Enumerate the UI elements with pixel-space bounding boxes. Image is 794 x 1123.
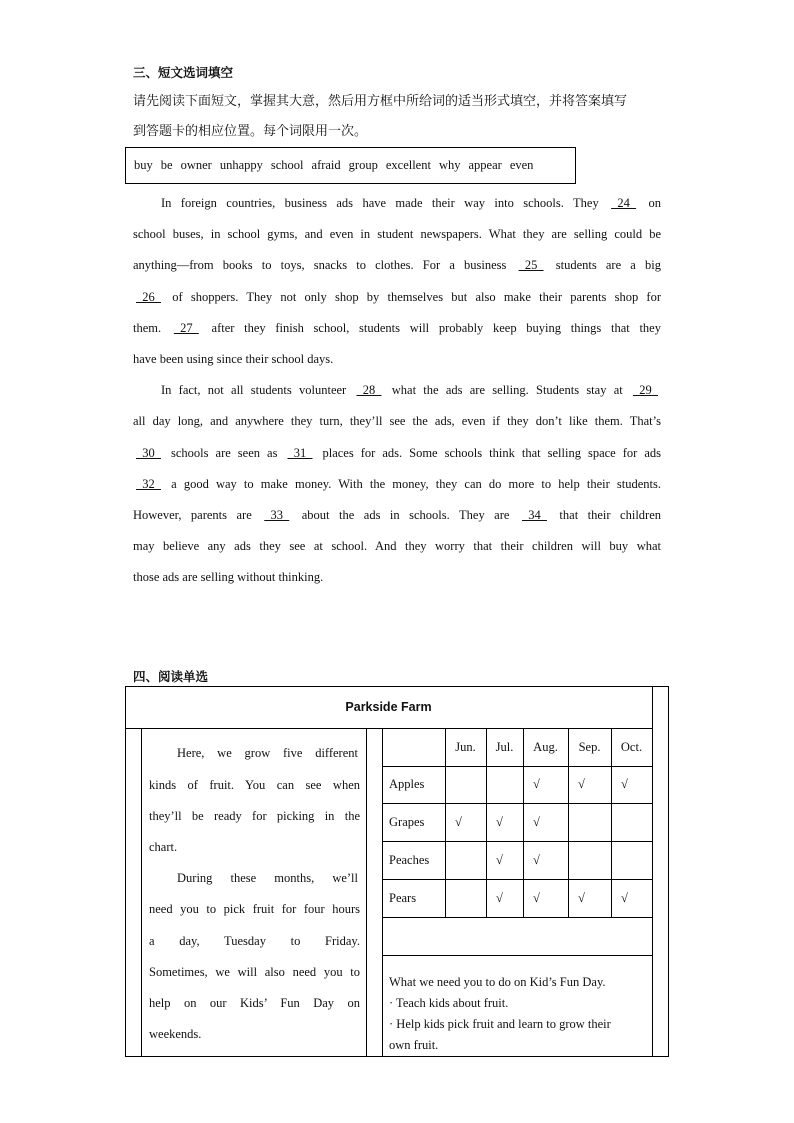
answer-blank[interactable]: 24 (611, 196, 637, 210)
passage-text: that their children (549, 508, 662, 522)
month-header: Sep. (578, 739, 601, 754)
check-mark: √ (533, 890, 540, 905)
passage-line (133, 320, 661, 336)
table-rule (125, 1056, 669, 1057)
check-mark: √ (533, 777, 540, 791)
passage-text: may believe any ads they see at school. And they worry that their children will buy what (133, 539, 661, 553)
check-mark (455, 766, 486, 803)
check-mark: √ (533, 814, 540, 829)
check-mark (578, 841, 611, 879)
check-mark: √ (496, 814, 503, 829)
month-header: Jul. (495, 739, 514, 754)
table-rule (366, 728, 367, 1057)
passage-line (161, 195, 661, 211)
fruit-name: Apples (389, 777, 425, 791)
passage-text: places for ads. Some schools think that selling space for ads (315, 446, 661, 460)
word-bank-word: why (438, 158, 461, 172)
farm-table (125, 686, 669, 1057)
kids-fun-day-heading: What we need you to do on Kid’s Fun Day. (389, 975, 606, 989)
farm-intro-line: Here, we grow five different (177, 746, 358, 760)
check-mark: √ (496, 852, 503, 867)
check-mark: √ (578, 777, 585, 791)
check-mark (621, 841, 652, 879)
answer-blank[interactable]: 27 (173, 321, 199, 335)
check-mark (621, 803, 652, 841)
word-bank-word: be (160, 158, 173, 172)
word-bank-word: even (509, 158, 534, 172)
kids-fun-day-item: · Teach kids about fruit. (389, 996, 509, 1010)
check-mark (455, 841, 486, 879)
answer-blank[interactable]: 31 (287, 446, 313, 460)
passage-text: all day long, and anywhere they turn, they’ll see the ads, even if they don’t like them. That’s (133, 414, 661, 428)
passage-text: have been using since their school days. (133, 352, 334, 366)
instruction-line-1: 请先阅读下面短文，掌握其大意，然后用方框中所给词的适当形式填空，并将答案填写 (133, 94, 628, 109)
passage-text: of shoppers. They not only shop by themselves but also make their parents shop for (164, 290, 661, 304)
answer-blank[interactable]: 25 (518, 258, 544, 272)
farm-intro-line: need you to pick fruit for four hours (149, 902, 360, 916)
check-mark (496, 766, 523, 803)
section-4-title: 四、阅读单选 (133, 669, 209, 684)
passage-line (133, 538, 661, 554)
answer-blank[interactable]: 29 (633, 383, 658, 397)
section-3-title: 三、短文选词填空 (133, 65, 234, 80)
passage-line (133, 445, 661, 461)
passage-line (133, 476, 661, 492)
table-rule (125, 686, 669, 687)
kids-fun-day-item: own fruit. (389, 1038, 439, 1052)
table-rule (125, 686, 126, 1057)
check-mark: √ (621, 890, 628, 905)
passage-text: those ads are selling without thinking. (133, 570, 324, 584)
answer-blank[interactable]: 28 (356, 383, 382, 397)
month-header: Jun. (455, 739, 476, 754)
word-bank-word: appear (468, 158, 502, 172)
check-mark: √ (621, 777, 628, 791)
passage-text: them. (133, 321, 171, 335)
check-mark: √ (455, 814, 462, 829)
passage-line (133, 226, 661, 242)
word-bank-word: school (270, 158, 304, 172)
answer-blank[interactable]: 26 (136, 290, 161, 304)
word-bank-word: excellent (385, 158, 431, 172)
word-bank-word: group (348, 158, 378, 172)
passage-text: anything—from books to toys, snacks to clothes. For a business (133, 258, 516, 272)
check-mark: √ (578, 890, 585, 905)
farm-intro-line: a day, Tuesday to Friday. (149, 934, 360, 948)
table-rule (382, 917, 653, 918)
passage-text: what the ads are selling. Students stay at (384, 383, 630, 397)
table-rule (141, 728, 142, 1057)
answer-blank[interactable]: 32 (136, 477, 161, 491)
kids-fun-day-item: · Help kids pick fruit and learn to grow their (389, 1017, 611, 1031)
farm-title: Parkside Farm (345, 700, 432, 714)
table-rule (652, 686, 653, 1057)
word-bank-word: afraid (311, 158, 341, 172)
fruit-name: Pears (389, 890, 417, 905)
passage-line (133, 569, 661, 585)
farm-intro-line: kinds of fruit. You can see when (149, 778, 360, 792)
table-rule (668, 686, 669, 1057)
passage-text: school buses, in school gyms, and even in student newspapers. What they are selling could be (133, 227, 661, 241)
farm-intro-line: weekends. (149, 1027, 202, 1041)
table-rule (382, 955, 653, 956)
answer-blank[interactable]: 30 (136, 446, 161, 460)
check-mark (455, 879, 486, 917)
fruit-name: Grapes (389, 814, 425, 829)
word-bank-word: unhappy (219, 158, 263, 172)
word-bank-box (125, 147, 576, 184)
passage-text: on (639, 196, 662, 210)
passage-line (133, 289, 661, 305)
passage-text: In foreign countries, business ads have made their way into schools. They (161, 196, 609, 210)
passage-line (133, 257, 661, 273)
passage-line (133, 351, 661, 367)
fruit-name: Peaches (389, 852, 430, 867)
farm-intro-line: they’ll be ready for picking in the (149, 809, 360, 823)
kids-fun-day-note (389, 972, 649, 1056)
passage-line (133, 507, 661, 523)
passage-text: students are a big (546, 258, 661, 272)
passage-text: about the ads in schools. They are (292, 508, 519, 522)
farm-intro-line: help on our Kids’ Fun Day on (149, 996, 360, 1010)
farm-intro-line: Sometimes, we will also need you to (149, 965, 360, 979)
answer-blank[interactable]: 33 (264, 508, 290, 522)
passage-line (161, 382, 661, 398)
passage-text: after they finish school, students will probably keep buying things that they (201, 321, 661, 335)
word-bank-word: owner (180, 158, 212, 172)
table-rule (382, 728, 383, 1057)
month-header: Aug. (533, 739, 558, 754)
check-mark: √ (496, 890, 503, 905)
passage-text: schools are seen as (164, 446, 285, 460)
passage-text: a good way to make money. With the money, they can do more to help their students. (164, 477, 661, 491)
passage-text: In fact, not all students volunteer (161, 383, 354, 397)
check-mark (578, 803, 611, 841)
check-mark: √ (533, 852, 540, 867)
month-header: Oct. (620, 739, 643, 754)
answer-blank[interactable]: 34 (521, 508, 547, 522)
word-bank-word: buy (134, 158, 153, 172)
instruction-line-2: 到答题卡的相应位置。每个词限用一次。 (133, 124, 368, 139)
passage-text: However, parents are (133, 508, 262, 522)
farm-intro-line: During these months, we’ll (177, 871, 358, 885)
farm-intro-line: chart. (149, 840, 178, 854)
passage-line (133, 413, 661, 429)
